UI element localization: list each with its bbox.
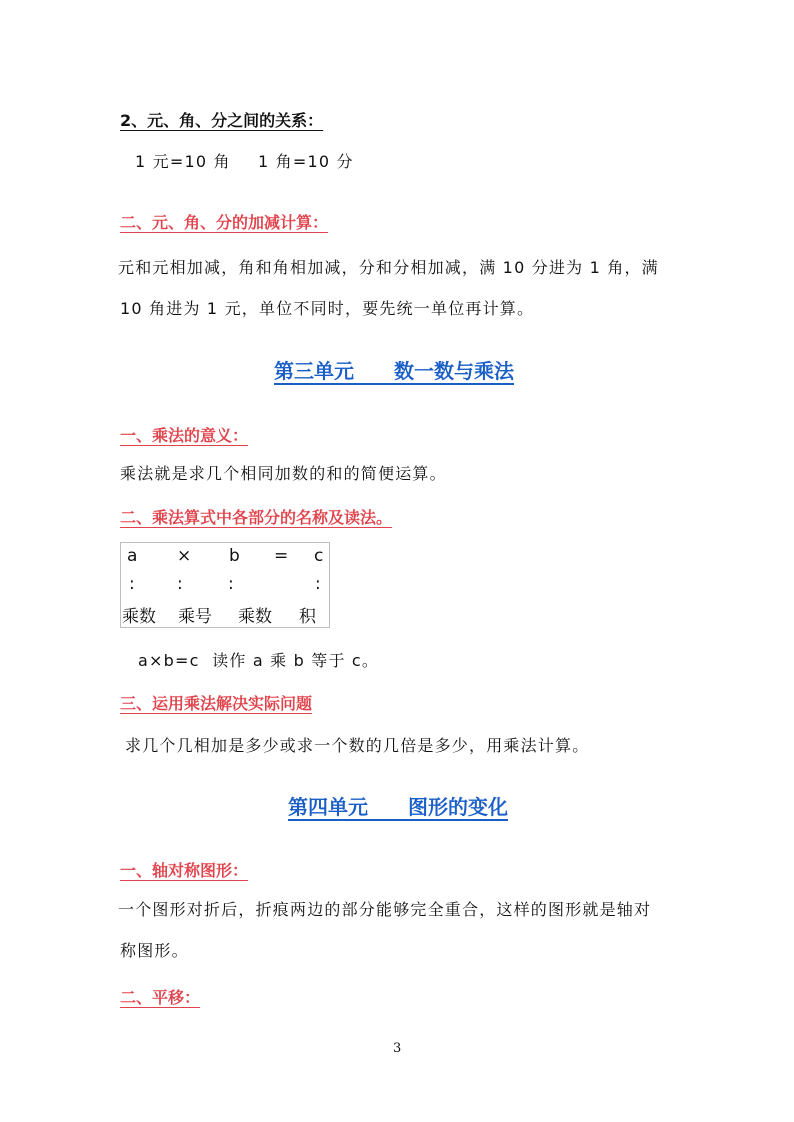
colon-3: : xyxy=(228,574,234,594)
unit4-title: 第四单元 图形的变化 xyxy=(288,795,508,819)
money-calc-line-1: 元和元相加减，角和角相加减，分和分相加减，满 10 分进为 1 角，满 xyxy=(118,258,659,277)
formula-b: b xyxy=(229,546,240,566)
money-calc-heading: 二、元、角、分的加减计算： xyxy=(120,213,329,232)
formula-equals: = xyxy=(274,546,289,566)
unit3-title: 第三单元 数一数与乘法 xyxy=(274,359,514,383)
page-number: 3 xyxy=(393,1041,402,1056)
unit4-s1-heading: 一、轴对称图形： xyxy=(120,861,249,880)
name-times-sign: 乘号 xyxy=(178,607,212,627)
money-relation-2: 1 角=10 分 xyxy=(258,152,354,171)
unit3-s1-heading: 一、乘法的意义： xyxy=(120,426,249,445)
unit4-s1-line-1: 一个图形对折后，折痕两边的部分能够完全重合，这样的图形就是轴对 xyxy=(118,900,652,919)
unit3-s3-heading: 三、运用乘法解决实际问题 xyxy=(120,694,313,713)
colon-2: : xyxy=(177,574,183,594)
unit3-reading: a×b=c 读作 a 乘 b 等于 c。 xyxy=(138,651,380,670)
formula-c: c xyxy=(314,546,324,566)
unit3-s3-text: 求几个几相加是多少或求一个数的几倍是多少，用乘法计算。 xyxy=(125,736,590,755)
colon-4: : xyxy=(315,574,321,594)
unit3-s1-text: 乘法就是求几个相同加数的和的简便运算。 xyxy=(120,464,447,483)
multiplication-parts-table xyxy=(120,542,330,628)
colon-1: : xyxy=(129,574,135,594)
money-relation-heading: 2、元、角、分之间的关系： xyxy=(120,111,324,130)
unit3-s2-heading: 二、乘法算式中各部分的名称及读法。 xyxy=(120,508,393,527)
formula-times: × xyxy=(177,546,192,566)
formula-a: a xyxy=(127,546,138,566)
unit4-s2-heading: 二、平移： xyxy=(120,988,201,1007)
money-calc-line-2: 10 角进为 1 元，单位不同时，要先统一单位再计算。 xyxy=(120,299,535,318)
name-multiplier: 乘数 xyxy=(238,607,272,627)
name-product: 积 xyxy=(299,607,316,627)
unit4-s1-line-2: 称图形。 xyxy=(120,941,189,960)
name-multiplicand: 乘数 xyxy=(122,607,156,627)
money-relation-1: 1 元=10 角 xyxy=(135,152,231,171)
